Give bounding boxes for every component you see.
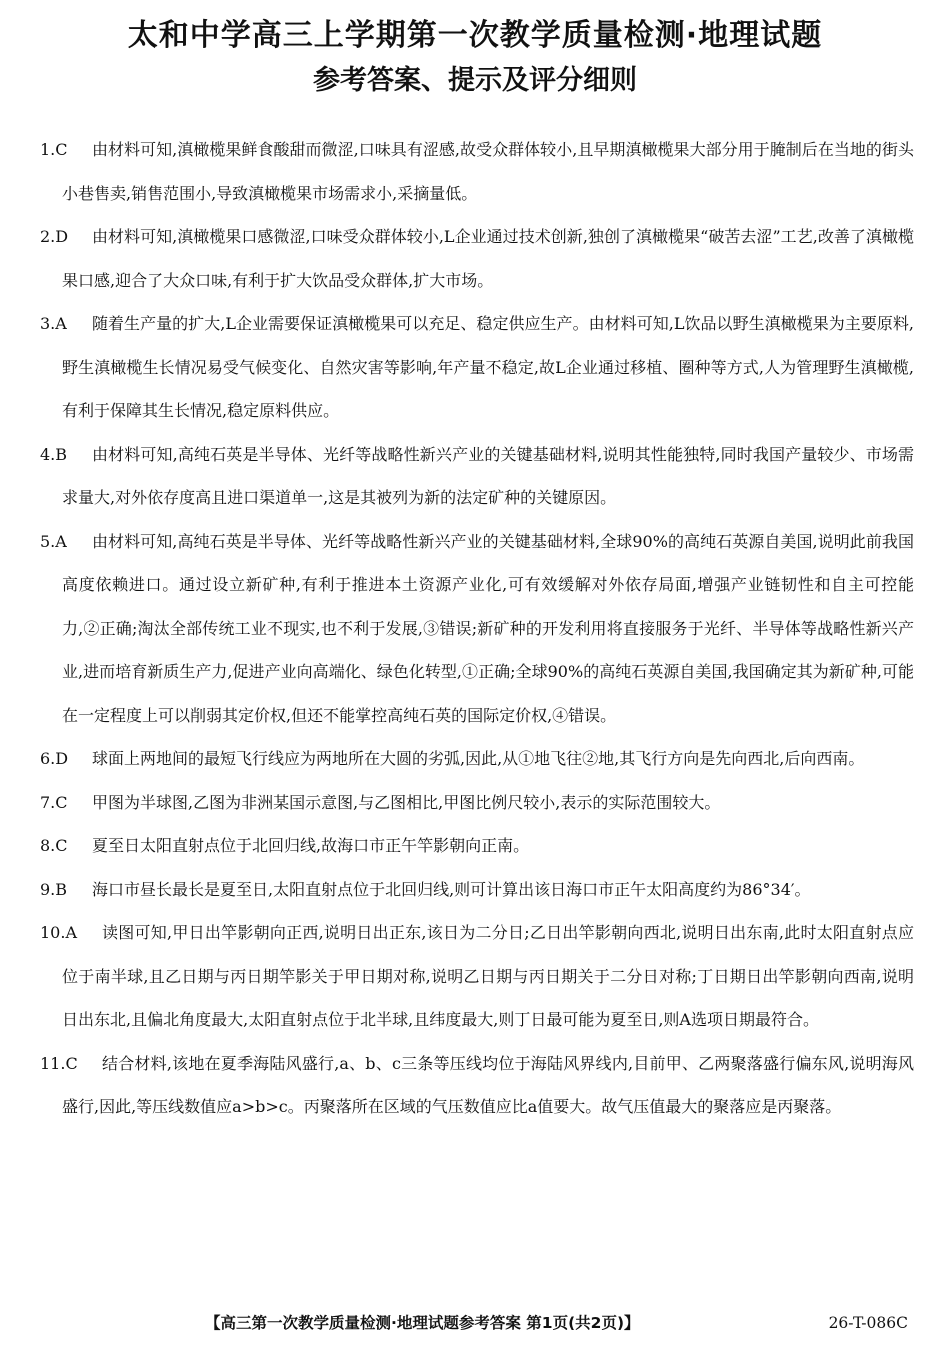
answer-number: 8.C	[40, 836, 68, 855]
answer-explanation: 甲图为半球图,乙图为非洲某国示意图,与乙图相比,甲图比例尺较小,表示的实际范围较大。	[92, 792, 721, 812]
answer-explanation: 由材料可知,高纯石英是半导体、光纤等战略性新兴产业的关键基础材料,说明其性能独特,同时我国产量较少、市场需求量大,对外依存度高且进口渠道单一,这是其被列为新的法定矿种的关键原因。	[62, 444, 914, 507]
answer-number: 2.D	[40, 227, 69, 246]
answer-number: 3.A	[40, 314, 67, 333]
answer-explanation: 由材料可知,滇橄榄果口感微涩,口味受众群体较小,L企业通过技术创新,独创了滇橄榄果“破苦去涩”工艺,改善了滇橄榄果口感,迎合了大众口味,有利于扩大饮品受众群体,扩大市场。	[62, 227, 914, 290]
answer-number: 10.A	[40, 923, 77, 942]
answer-item-5	[40, 520, 914, 738]
answer-explanation: 夏至日太阳直射点位于北回归线,故海口市正午竿影朝向正南。	[92, 836, 530, 855]
answer-item-8	[40, 824, 914, 868]
answer-item-3	[40, 302, 914, 433]
answer-number: 6.D	[40, 749, 69, 768]
answer-explanation: 结合材料,该地在夏季海陆风盛行,a、b、c三条等压线均位于海陆风界线内,目前甲、乙两聚落盛行偏东风,说明海风盛行,因此,等压线数值应a>b>c。丙聚落所在区域的气压数值应比a值要大。故气压值最大的聚落应是丙聚落。	[62, 1053, 914, 1116]
answer-number: 1.C	[40, 140, 68, 159]
page-subtitle: 参考答案、提示及评分细则	[313, 65, 637, 96]
answer-list	[40, 128, 914, 1129]
answer-number: 5.A	[40, 531, 67, 551]
answer-item-10	[40, 911, 914, 1042]
answer-number: 9.B	[40, 879, 68, 899]
answer-number: 7.C	[40, 792, 68, 812]
answer-item-9	[40, 868, 914, 912]
answer-number: 11.C	[40, 1053, 78, 1073]
answer-explanation: 海口市昼长最长是夏至日,太阳直射点位于北回归线,则可计算出该日海口市正午太阳高度约为86°34′。	[92, 879, 811, 899]
page-title: 太和中学高三上学期第一次教学质量检测·地理试题	[127, 18, 823, 53]
answer-item-2	[40, 215, 914, 302]
answer-explanation: 由材料可知,滇橄榄果鲜食酸甜而微涩,口味具有涩感,故受众群体较小,且早期滇橄榄果大部分用于腌制后在当地的街头小巷售卖,销售范围小,导致滇橄榄果市场需求小,采摘量低。	[62, 140, 914, 203]
footer-code: 26-T-086C	[828, 1314, 908, 1332]
answer-item-4	[40, 433, 914, 520]
answer-explanation: 读图可知,甲日出竿影朝向正西,说明日出正东,该日为二分日;乙日出竿影朝向西北,说明日出东南,此时太阳直射点应位于南半球,且乙日期与丙日期竿影关于甲日期对称,说明乙日期与丙日期关于二分日对称;丁日期日出竿影朝向西南,说明日出东北,且偏北角度最大,太阳直射点位于北半球,且纬度最大,则丁日最可能为夏至日,则A选项日期最符合。	[62, 923, 914, 1029]
answer-item-6	[40, 737, 914, 781]
answer-item-11	[40, 1042, 914, 1129]
answer-item-1	[40, 128, 914, 215]
answer-explanation: 球面上两地间的最短飞行线应为两地所在大圆的劣弧,因此,从①地飞往②地,其飞行方向是先向西北,后向西南。	[92, 749, 865, 768]
footer-title: 【高三第一次教学质量检测·地理试题参考答案 第1页(共2页)】	[205, 1314, 640, 1332]
answer-explanation: 由材料可知,高纯石英是半导体、光纤等战略性新兴产业的关键基础材料,全球90%的高纯石英源自美国,说明此前我国高度依赖进口。通过设立新矿种,有利于推进本土资源产业化,可有效缓解对外依存局面,增强产业链韧性和自主可控能力,②正确;淘汰全部传统工业不现实,也不利于发展,③错误;新矿种的开发利用将直接服务于光纤、半导体等战略性新兴产业,进而培育新质生产力,促进产业向高端化、绿色化转型,①正确;全球90%的高纯石英源自美国,我国确定其为新矿种,可能在一定程度上可以削弱其定价权,但还不能掌控高纯石英的国际定价权,④错误。	[62, 531, 914, 725]
answer-item-7	[40, 781, 914, 825]
answer-number: 4.B	[40, 444, 68, 464]
answer-explanation: 随着生产量的扩大,L企业需要保证滇橄榄果可以充足、稳定供应生产。由材料可知,L饮品以野生滇橄榄果为主要原料,野生滇橄榄生长情况易受气候变化、自然灾害等影响,年产量不稳定,故L企业通过移植、圈种等方式,人为管理野生滇橄榄,有利于保障其生长情况,稳定原料供应。	[62, 314, 914, 420]
